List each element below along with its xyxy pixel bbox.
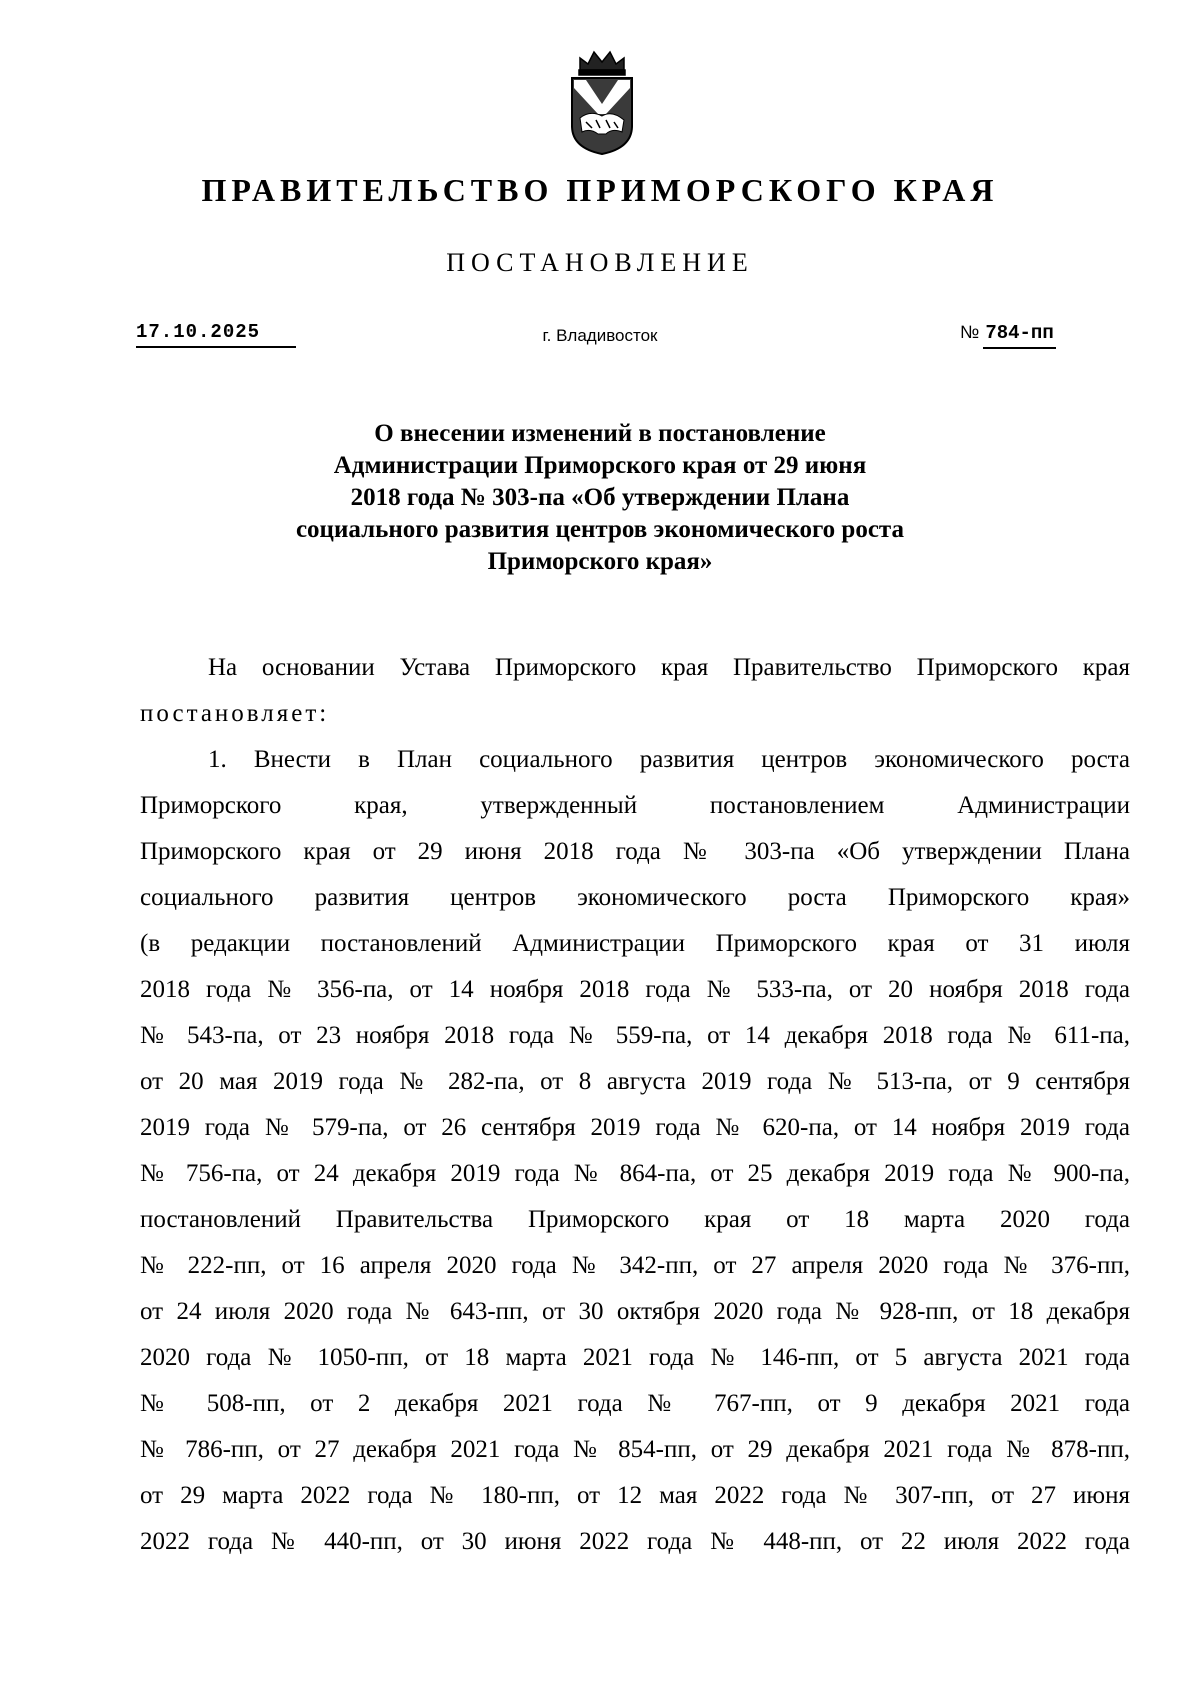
body-line: № 222-пп, от 16 апреля 2020 года № 342-пп, от 27 апреля 2020 года № 376-пп, (140, 1252, 1130, 1279)
body-line: социального развития центров экономического роста Приморского края» (140, 884, 1130, 911)
body-line: от 20 мая 2019 года № 282-па, от 8 августа 2019 года № 513-па, от 9 сентября (140, 1068, 1130, 1095)
document-date: 17.10.2025 (136, 320, 296, 348)
body-line: 2020 года № 1050-пп, от 18 марта 2021 года № 146-пп, от 5 августа 2021 года (140, 1344, 1130, 1371)
body-line: (в редакции постановлений Администрации Приморского края от 31 июля (140, 930, 1130, 957)
document-city: г. Владивосток (542, 326, 658, 345)
body-line: постановлений Правительства Приморского края от 18 марта 2020 года (140, 1206, 1130, 1233)
body-line: № 508-пп, от 2 декабря 2021 года № 767-пп, от 9 декабря 2021 года (140, 1390, 1130, 1417)
body-line: от 29 марта 2022 года № 180-пп, от 12 мая 2022 года № 307-пп, от 27 июня (140, 1482, 1130, 1509)
document-type: ПОСТАНОВЛЕНИЕ (446, 248, 754, 277)
body-line: Приморского края, утвержденный постановлением Администрации (140, 792, 1130, 819)
government-title: ПРАВИТЕЛЬСТВО ПРИМОРСКОГО КРАЯ (201, 172, 999, 208)
subject-line: 2018 года № 303-па «Об утверждении Плана (350, 484, 850, 511)
subject-line: О внесении изменений в постановление (374, 420, 826, 447)
body-line: 1. Внести в План социального развития центров экономического роста (208, 746, 1130, 773)
body-line: постановляет: (140, 700, 330, 727)
body-line: 2018 года № 356-па, от 14 ноября 2018 года № 533-па, от 20 ноября 2018 года (140, 976, 1130, 1003)
body-line: 2022 года № 440-пп, от 30 июня 2022 года № 448-пп, от 22 июля 2022 года (140, 1528, 1130, 1555)
body-line: № 756-па, от 24 декабря 2019 года № 864-па, от 25 декабря 2019 года № 900-па, (140, 1160, 1130, 1187)
number-value: 784-пп (983, 321, 1055, 349)
document-body (140, 645, 1130, 1565)
body-line: Приморского края от 29 июня 2018 года № 303-па «Об утверждении Плана (140, 838, 1130, 865)
document-subject (0, 418, 1200, 578)
crown-icon (579, 52, 625, 75)
body-line: от 24 июля 2020 года № 643-пп, от 30 октября 2020 года № 928-пп, от 18 декабря (140, 1298, 1130, 1325)
subject-line: социального развития центров экономического роста (295, 516, 905, 543)
number-sign: № (960, 322, 980, 342)
body-line: № 543-па, от 23 ноября 2018 года № 559-па, от 14 декабря 2018 года № 611-па, (140, 1022, 1130, 1049)
subject-line: Администрации Приморского края от 29 июня (333, 452, 867, 479)
body-line: На основании Устава Приморского края Правительство Приморского края (208, 654, 1130, 681)
subject-line: Приморского края» (487, 548, 713, 575)
body-line: 2019 года № 579-па, от 26 сентября 2019 года № 620-па, от 14 ноября 2019 года (140, 1114, 1130, 1141)
body-line: № 786-пп, от 27 декабря 2021 года № 854-пп, от 29 декабря 2021 года № 878-пп, (140, 1436, 1130, 1463)
shield-icon (572, 78, 632, 154)
coat-of-arms-icon (566, 48, 638, 158)
document-number (960, 320, 1056, 349)
